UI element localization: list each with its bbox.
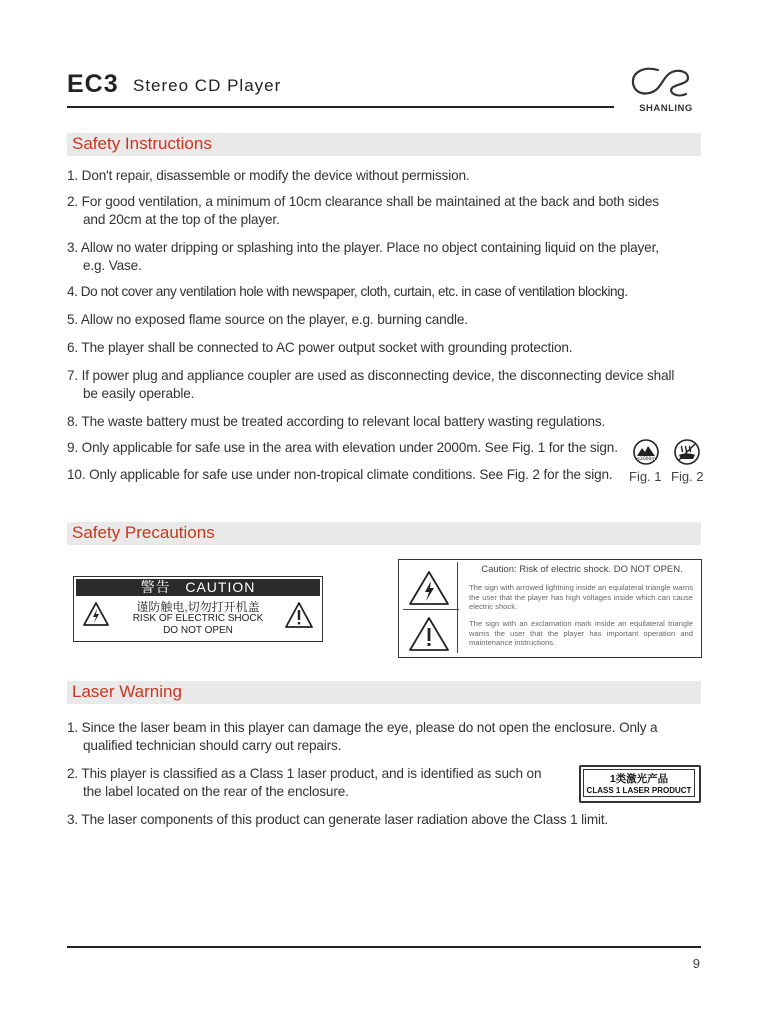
footer-rule <box>67 946 701 948</box>
item-text: 3. The laser components of this product can generate laser radiation above the Class 1 limit. <box>67 812 609 827</box>
item-text-cont: and 20cm at the top of the player. <box>83 212 280 227</box>
header-rule <box>67 106 614 108</box>
item-text: 5. Allow no exposed flame source on the player, e.g. burning candle. <box>67 312 468 327</box>
section-bar-safety-instructions <box>67 133 701 156</box>
fig2-label: Fig. 2 <box>671 469 704 484</box>
electric-shock-warning-box <box>398 559 702 658</box>
list-item <box>67 719 701 755</box>
section-title: Safety Instructions <box>72 134 212 153</box>
fig2-climate-icon <box>674 439 700 470</box>
section-title: Laser Warning <box>72 682 182 701</box>
list-item <box>67 239 701 275</box>
exclamation-triangle-icon <box>407 616 451 652</box>
warning-icons-panel <box>401 562 458 653</box>
item-text: 10. Only applicable for safe use under non-tropical climate conditions. See Fig. 2 for the sign. <box>67 467 613 482</box>
caution-text-en2: DO NOT OPEN <box>163 625 233 636</box>
item-text: 4. Do not cover any ventilation hole with newspaper, cloth, curtain, etc. in case of ventilation blocking. <box>67 284 628 299</box>
warning-divider <box>403 609 459 610</box>
item-text-cont: be easily operable. <box>83 386 195 401</box>
class1-laser-label <box>579 765 701 803</box>
product-subtitle: Stereo CD Player <box>133 76 282 95</box>
item-text: 8. The waste battery must be treated according to relevant local battery wasting regulations. <box>67 414 606 429</box>
list-item <box>67 439 627 457</box>
warning-text-exclamation: The sign with an exclamation mark inside an equilateral triangle warns the user that the player has important operation and maintenance instructions. <box>469 619 693 647</box>
fig1-label: Fig. 1 <box>629 469 662 484</box>
item-text-cont: e.g. Vase. <box>83 258 142 273</box>
list-item <box>67 167 701 185</box>
item-text: 6. The player shall be connected to AC power output socket with grounding protection. <box>67 340 573 355</box>
caution-head-en: CAUTION <box>185 579 256 595</box>
warning-box-title: Caution: Risk of electric shock. DO NOT OPEN. <box>481 564 683 575</box>
list-item <box>67 367 701 403</box>
item-text: 1. Don't repair, disassemble or modify the device without permission. <box>67 168 470 183</box>
lightning-triangle-icon <box>407 570 451 606</box>
brand-logo <box>626 64 706 112</box>
laser-label-en: CLASS 1 LASER PRODUCT <box>586 786 692 795</box>
fig1-icon-text: ≤2000m <box>636 457 656 462</box>
item-text: 2. This player is classified as a Class 1 laser product, and is identified as such on <box>67 766 542 781</box>
item-text: 2. For good ventilation, a minimum of 10cm clearance shall be maintained at the back and both sides <box>67 194 659 209</box>
list-item <box>67 283 701 301</box>
caution-head-zh: 警告 <box>140 579 171 595</box>
brand-name: SHANLING <box>639 103 693 114</box>
section-bar-laser-warning <box>67 681 701 704</box>
exclamation-triangle-icon <box>284 601 314 629</box>
page-number: 9 <box>692 956 700 971</box>
laser-label-inner <box>583 769 695 797</box>
caution-text-en1: RISK OF ELECTRIC SHOCK <box>132 613 264 624</box>
lightning-triangle-icon <box>82 601 110 627</box>
section-title: Safety Precautions <box>72 523 215 542</box>
item-text: 9. Only applicable for safe use in the area with elevation under 2000m. See Fig. 1 for the sign. <box>67 440 618 455</box>
list-item <box>67 311 701 329</box>
item-text: 1. Since the laser beam in this player can damage the eye, please do not open the enclosure. Only a <box>67 720 658 735</box>
item-text: 7. If power plug and appliance coupler are used as disconnecting device, the disconnecting device shall <box>67 368 675 383</box>
section-bar-safety-precautions <box>67 522 701 545</box>
list-item <box>67 466 627 484</box>
shanling-logo-icon <box>626 64 706 100</box>
caution-label-header <box>76 579 320 596</box>
item-text: 3. Allow no water dripping or splashing into the player. Place no object containing liquid on the player, <box>67 240 659 255</box>
model-name: EC3 <box>67 70 119 98</box>
list-item <box>67 193 701 229</box>
caution-text-zh: 谨防触电,切勿打开机盖 <box>136 600 260 614</box>
fig1-altitude-icon <box>633 439 659 470</box>
warning-text-lightning: The sign with arrowed lightning inside an equilateral triangle warns the user that the player has high voltages inside which can cause electric shock. <box>469 583 693 611</box>
list-item <box>67 413 701 431</box>
caution-label-body <box>76 597 320 639</box>
list-item <box>67 765 567 801</box>
item-text-cont: the label located on the rear of the enclosure. <box>83 784 349 799</box>
list-item <box>67 811 701 829</box>
laser-label-zh: 1类激光产品 <box>609 773 669 785</box>
item-text-cont: qualified technician should carry out repairs. <box>83 738 342 753</box>
caution-label <box>73 576 323 642</box>
list-item <box>67 339 701 357</box>
